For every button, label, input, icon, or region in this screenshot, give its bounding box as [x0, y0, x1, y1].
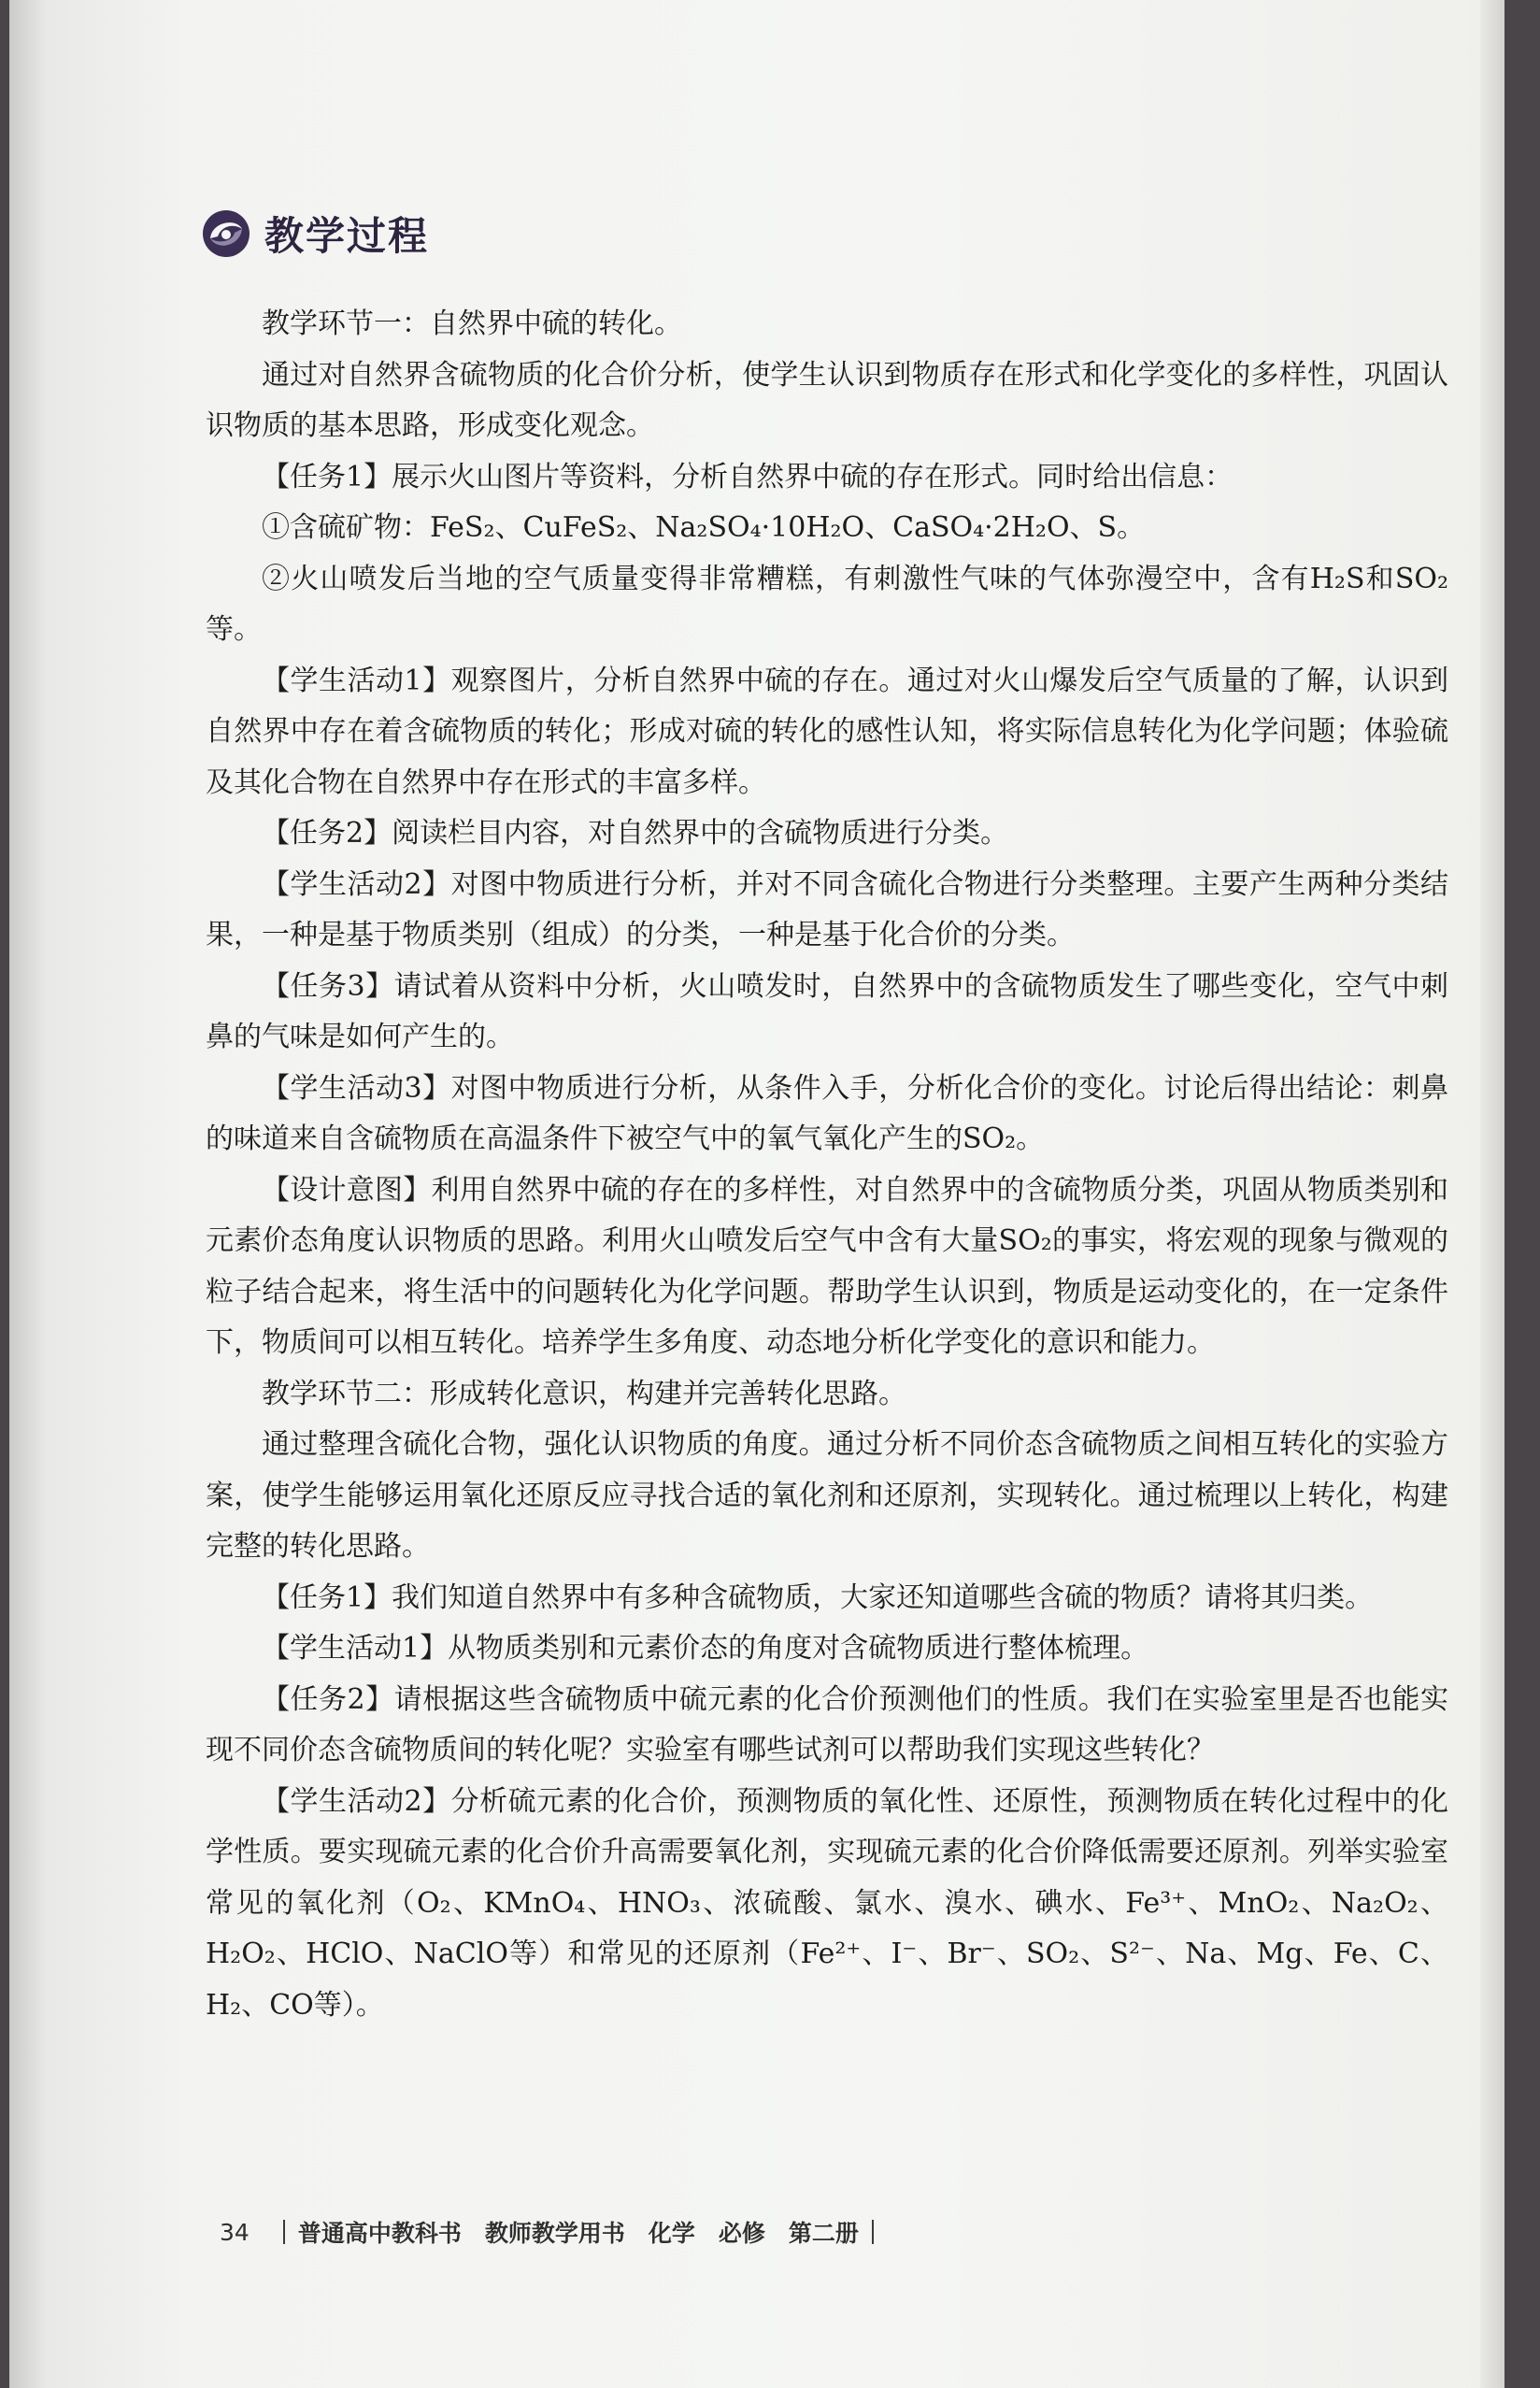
- paragraph: 【任务3】请试着从资料中分析，火山喷发时，自然界中的含硫物质发生了哪些变化，空气中刺鼻的气味是如何产生的。: [206, 969, 1448, 1053]
- book-title: 普通高中教科书 教师教学用书 化学 必修 第二册: [297, 2220, 859, 2247]
- paragraph: 通过整理含硫化合物，强化认识物质的角度。通过分析不同价态含硫物质之间相互转化的实验方案，使学生能够运用氧化还原反应寻找合适的氧化剂和还原剂，实现转化。通过梳理以上转化，构建完整的转化思路。: [206, 1428, 1448, 1563]
- body-text: [206, 299, 1448, 2031]
- paragraph: 【学生活动2】对图中物质进行分析，并对不同含硫化合物进行分类整理。主要产生两种分类结果，一种是基于物质类别（组成）的分类，一种是基于化合价的分类。: [206, 867, 1448, 951]
- paragraph: 教学环节一：自然界中硫的转化。: [262, 307, 682, 340]
- paragraph: 教学环节二：形成转化意识，构建并完善转化思路。: [262, 1377, 906, 1410]
- paragraph: 【任务2】阅读栏目内容，对自然界中的含硫物质进行分类。: [262, 817, 1009, 850]
- paragraph: 【学生活动1】观察图片，分析自然界中硫的存在。通过对火山爆发后空气质量的了解，认识到自然界中存在着含硫物质的转化；形成对硫的转化的感性认知，将实际信息转化为化学问题；体验硫及其化合物在自然界中存在形式的丰富多样。: [206, 664, 1448, 799]
- paragraph: 【学生活动1】从物质类别和元素价态的角度对含硫物质进行整体梳理。: [262, 1632, 1149, 1665]
- paragraph: 【任务1】展示火山图片等资料，分析自然界中硫的存在形式。同时给出信息：: [262, 460, 1233, 493]
- section-title: 教学过程: [264, 213, 430, 259]
- paragraph: ②火山喷发后当地的空气质量变得非常糟糕，有刺激性气味的气体弥漫空中，含有H₂S和SO₂等。: [206, 562, 1448, 646]
- paragraph: 【学生活动2】分析硫元素的化合价，预测物质的氧化性、还原性，预测物质在转化过程中的化学性质。要实现硫元素的化合价升高需要氧化剂，实现硫元素的化合价降低需要还原剂。列举实验室常见的氧化剂（O₂、KMnO₄、HNO₃、浓硫酸、氯水、溴水、碘水、Fe³⁺、MnO₂、Na₂O₂、H₂O₂、HClO、NaClO等）和常见的还原剂（Fe²⁺、I⁻、Br⁻、SO₂、S²⁻、Na、Mg、Fe、C、H₂、CO等）。: [206, 1784, 1448, 2022]
- spine-shadow: [9, 0, 47, 2388]
- paragraph: 【设计意图】利用自然界中硫的存在的多样性，对自然界中的含硫物质分类，巩固从物质类别和元素价态角度认识物质的思路。利用火山喷发后空气中含有大量SO₂的事实，将宏观的现象与微观的粒子结合起来，将生活中的问题转化为化学问题。帮助学生认识到，物质是运动变化的，在一定条件下，物质间可以相互转化。培养学生多角度、动态地分析化学变化的意识和能力。: [206, 1173, 1448, 1359]
- paragraph: 【任务2】请根据这些含硫物质中硫元素的化合价预测他们的性质。我们在实验室里是否也能实现不同价态含硫物质间的转化呢？实验室有哪些试剂可以帮助我们实现这些转化？: [206, 1682, 1448, 1766]
- book-page: [9, 0, 1504, 2388]
- paragraph: 【任务1】我们知道自然界中有多种含硫物质，大家还知道哪些含硫的物质？请将其归类。: [262, 1580, 1374, 1614]
- paragraph: 通过对自然界含硫物质的化合价分析，使学生认识到物质存在形式和化学变化的多样性，巩固认识物质的基本思路，形成变化观念。: [206, 358, 1448, 442]
- footer-divider: [872, 2220, 874, 2244]
- page-footer: [220, 2215, 887, 2249]
- page-edge: [1480, 0, 1504, 2388]
- swirl-section-icon: [201, 208, 251, 259]
- paragraph: ①含硫矿物：FeS₂、CuFeS₂、Na₂SO₄·10H₂O、CaSO₄·2H₂O、S。: [262, 511, 1146, 544]
- page-number: 34: [220, 2218, 250, 2246]
- paragraph: 【学生活动3】对图中物质进行分析，从条件入手，分析化合价的变化。讨论后得出结论：刺鼻的味道来自含硫物质在高温条件下被空气中的氧气氧化产生的SO₂。: [206, 1071, 1448, 1155]
- section-heading: [201, 206, 429, 262]
- footer-divider: [283, 2220, 285, 2244]
